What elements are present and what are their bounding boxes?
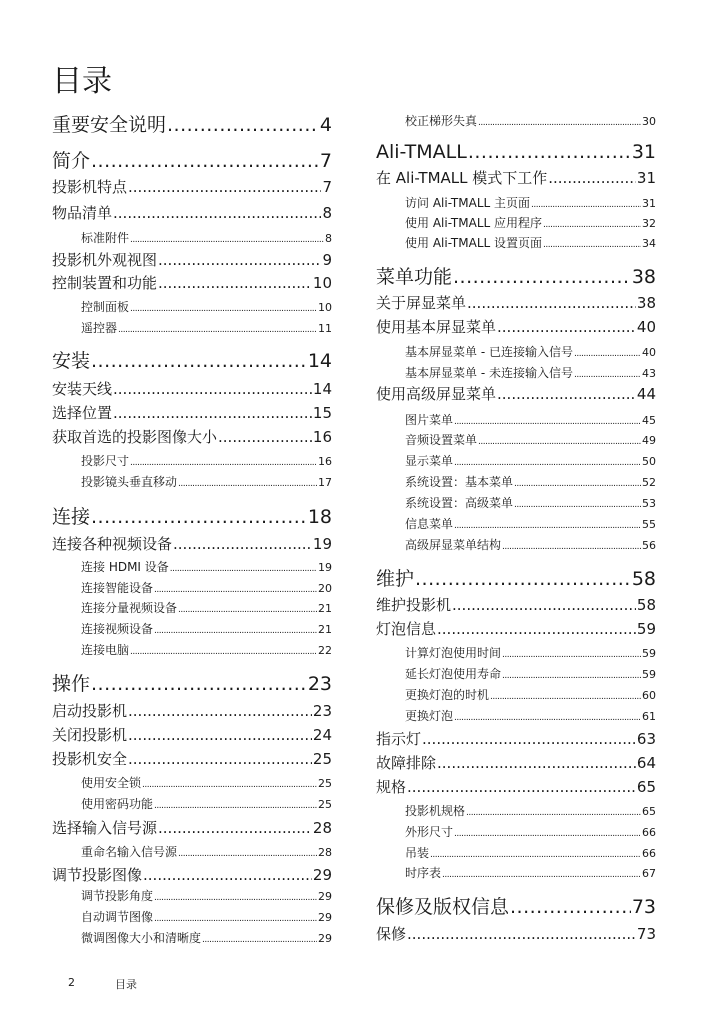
dot-leader — [154, 580, 317, 600]
toc-entry-page: 55 — [642, 518, 656, 531]
dot-leader — [154, 888, 317, 908]
dot-leader — [514, 495, 641, 515]
dot-leader — [478, 432, 641, 452]
toc-entry-title: 使用 Ali-TMALL 应用程序 — [405, 216, 542, 230]
toc-entry-page: 18 — [307, 506, 332, 528]
toc-entry-title: 选择位置 — [52, 404, 113, 422]
toc-entry-title: 更换灯泡 — [405, 709, 454, 723]
toc-entry-title: 启动投影机 — [52, 702, 128, 720]
toc-entry[interactable] — [376, 233, 656, 253]
dot-leader — [497, 383, 636, 405]
toc-entry[interactable] — [52, 724, 332, 746]
toc-entry-title: 重命名输入信号源 — [81, 845, 178, 859]
toc-entry[interactable] — [376, 863, 656, 883]
toc-entry[interactable] — [52, 928, 332, 948]
toc-entry-page: 58 — [636, 596, 656, 614]
toc-entry[interactable] — [376, 167, 656, 189]
toc-entry[interactable] — [376, 410, 656, 430]
toc-entry-title: 连接智能设备 — [81, 581, 154, 595]
dot-leader — [502, 645, 641, 665]
dot-leader — [170, 559, 317, 579]
toc-entry-title: 连接分量视频设备 — [81, 601, 178, 615]
dot-leader — [502, 666, 641, 686]
toc-entry[interactable] — [376, 685, 656, 705]
dot-leader — [118, 320, 317, 340]
toc-entry-page: 59 — [642, 647, 656, 660]
toc-entry-title: 保修 — [376, 925, 407, 943]
toc-entry[interactable] — [52, 451, 332, 471]
toc-entry[interactable] — [376, 892, 656, 922]
toc-entry-title: 连接 HDMI 设备 — [81, 560, 169, 574]
toc-entry-page: 32 — [642, 217, 656, 230]
page-title: 目录 — [52, 64, 112, 99]
dot-leader — [91, 669, 307, 699]
dot-leader — [466, 803, 641, 823]
toc-entry-title: 使用 Ali-TMALL 设置页面 — [405, 236, 542, 250]
toc-entry-page: 10 — [318, 301, 332, 314]
toc-entry-title: 重要安全说明 — [52, 114, 167, 136]
dot-leader — [514, 474, 641, 494]
toc-entry[interactable] — [376, 618, 656, 640]
footer-section: 目录 — [115, 978, 137, 991]
toc-entry-title: 访问 Ali-TMALL 主页面 — [405, 196, 530, 210]
toc-entry[interactable] — [376, 213, 656, 233]
toc-entry-title: 故障排除 — [376, 754, 437, 772]
dot-leader — [415, 564, 631, 594]
toc-entry[interactable] — [52, 907, 332, 927]
toc-entry-page: 4 — [319, 114, 332, 136]
toc-entry[interactable] — [376, 535, 656, 555]
dot-leader — [173, 533, 312, 555]
toc-entry-title: 投影机安全 — [52, 750, 128, 768]
toc-entry[interactable] — [376, 822, 656, 842]
toc-entry[interactable] — [376, 594, 656, 616]
toc-entry-title: 更换灯泡的时机 — [405, 688, 490, 702]
toc-entry[interactable] — [52, 402, 332, 424]
dot-leader — [437, 618, 636, 640]
toc-entry-title: 调节投影角度 — [81, 889, 154, 903]
toc-entry-page: 14 — [307, 350, 332, 372]
toc-entry-page: 28 — [318, 846, 332, 859]
toc-entry-page: 31 — [642, 197, 656, 210]
toc-entry[interactable] — [376, 564, 656, 594]
toc-entry[interactable] — [376, 137, 656, 167]
toc-entry-title: 系统设置：基本菜单 — [405, 475, 514, 489]
toc-entry[interactable] — [52, 886, 332, 906]
toc-entry[interactable] — [376, 193, 656, 213]
dot-leader — [128, 724, 312, 746]
toc-entry-page: 29 — [318, 932, 332, 945]
toc-entry[interactable] — [376, 292, 656, 314]
dot-leader — [454, 453, 641, 473]
dot-leader — [167, 110, 319, 140]
toc-entry-title: 外形尺寸 — [405, 825, 454, 839]
toc-entry-title: 关于屏显菜单 — [376, 294, 467, 312]
toc-entry-page: 73 — [636, 925, 656, 943]
dot-leader — [452, 594, 636, 616]
toc-entry-page: 7 — [322, 178, 332, 196]
toc-entry-page: 31 — [636, 169, 656, 187]
toc-entry[interactable] — [52, 272, 332, 294]
toc-entry-page: 73 — [631, 896, 656, 918]
toc-entry-title: 基本屏显菜单 - 已连接输入信号 — [405, 345, 573, 359]
toc-entry[interactable] — [376, 316, 656, 338]
dot-leader — [142, 775, 317, 795]
toc-entry[interactable] — [52, 773, 332, 793]
toc-entry-title: 连接各种视频设备 — [52, 535, 173, 553]
toc-entry-page: 8 — [325, 232, 332, 245]
toc-entry[interactable] — [52, 598, 332, 618]
dot-leader — [91, 346, 307, 376]
toc-entry-title: 连接 — [52, 506, 91, 528]
dot-leader — [178, 844, 317, 864]
toc-entry-page: 23 — [307, 673, 332, 695]
toc-entry-page: 63 — [636, 730, 656, 748]
toc-entry-page: 23 — [312, 702, 332, 720]
toc-entry[interactable] — [52, 378, 332, 400]
toc-entry-title: 使用安全锁 — [81, 776, 142, 790]
toc-entry-title: 连接视频设备 — [81, 622, 154, 636]
toc-entry-page: 29 — [318, 911, 332, 924]
toc-entry[interactable] — [376, 383, 656, 405]
toc-entry-title: 标准附件 — [81, 231, 130, 245]
dot-leader — [548, 167, 636, 189]
toc-entry-title: 指示灯 — [376, 730, 422, 748]
dot-leader — [130, 230, 324, 250]
toc-entry-page: 30 — [642, 115, 656, 128]
toc-entry-title: 安装天线 — [52, 380, 113, 398]
dot-leader — [437, 752, 636, 774]
dot-leader — [130, 642, 317, 662]
toc-entry[interactable] — [376, 643, 656, 663]
toc-entry-page: 40 — [636, 318, 656, 336]
dot-leader — [574, 365, 641, 385]
toc-entry[interactable] — [52, 472, 332, 492]
toc-entry-page: 61 — [642, 710, 656, 723]
toc-entry-title: 延长灯泡使用寿命 — [405, 667, 502, 681]
toc-entry-title: 系统设置：高级菜单 — [405, 496, 514, 510]
toc-entry[interactable] — [376, 843, 656, 863]
toc-entry-page: 16 — [318, 455, 332, 468]
toc-entry[interactable] — [376, 514, 656, 534]
toc-entry[interactable] — [52, 318, 332, 338]
toc-entry[interactable] — [52, 842, 332, 862]
dot-leader — [158, 272, 312, 294]
toc-entry[interactable] — [52, 533, 332, 555]
toc-entry-page: 14 — [312, 380, 332, 398]
toc-entry-title: 操作 — [52, 673, 91, 695]
toc-entry-title: 投影机特点 — [52, 178, 128, 196]
dot-leader — [178, 600, 317, 620]
toc-entry-page: 49 — [642, 434, 656, 447]
toc-entry-page: 50 — [642, 455, 656, 468]
toc-entry-page: 56 — [642, 539, 656, 552]
toc-entry-page: 19 — [318, 561, 332, 574]
toc-entry-title: 投影镜头垂直移动 — [81, 475, 178, 489]
toc-entry[interactable] — [52, 794, 332, 814]
toc-entry-title: 规格 — [376, 778, 407, 796]
dot-leader — [91, 502, 307, 532]
toc-entry-title: 音频设置菜单 — [405, 433, 478, 447]
dot-leader — [91, 146, 319, 176]
toc-entry-title: 吊装 — [405, 846, 430, 860]
toc-entry[interactable] — [52, 578, 332, 598]
dot-leader — [531, 195, 641, 215]
toc-entry-page: 21 — [318, 623, 332, 636]
dot-leader — [130, 453, 317, 473]
toc-entry[interactable] — [52, 817, 332, 839]
toc-entry[interactable] — [52, 426, 332, 448]
toc-entry[interactable] — [376, 262, 656, 292]
dot-leader — [202, 930, 317, 950]
toc-entry-page: 20 — [318, 582, 332, 595]
dot-leader — [502, 537, 641, 557]
toc-entry-title: 高级屏显菜单结构 — [405, 538, 502, 552]
toc-entry-title: 菜单功能 — [376, 266, 453, 288]
dot-leader — [454, 516, 641, 536]
dot-leader — [113, 378, 312, 400]
toc-entry[interactable] — [52, 864, 332, 886]
dot-leader — [407, 923, 636, 945]
toc-entry[interactable] — [52, 176, 332, 198]
toc-entry-title: 选择输入信号源 — [52, 819, 158, 837]
toc-entry[interactable] — [52, 557, 332, 577]
toc-entry-title: 物品清单 — [52, 204, 113, 222]
toc-entry[interactable] — [52, 669, 332, 699]
dot-leader — [543, 235, 641, 255]
dot-leader — [407, 776, 636, 798]
toc-entry-title: 时序表 — [405, 866, 442, 880]
toc-entry[interactable] — [52, 202, 332, 224]
toc-entry-title: 使用基本屏显菜单 — [376, 318, 497, 336]
dot-leader — [442, 865, 641, 885]
dot-leader — [468, 137, 631, 167]
dot-leader — [453, 262, 631, 292]
toc-entry-page: 17 — [318, 476, 332, 489]
toc-entry-title: 灯泡信息 — [376, 620, 437, 638]
toc-entry-page: 29 — [318, 890, 332, 903]
dot-leader — [154, 621, 317, 641]
toc-entry-page: 67 — [642, 867, 656, 880]
toc-entry[interactable] — [52, 228, 332, 248]
toc-entry-page: 25 — [318, 798, 332, 811]
toc-entry-page: 64 — [636, 754, 656, 772]
toc-entry-page: 28 — [312, 819, 332, 837]
toc-entry[interactable] — [52, 700, 332, 722]
toc-entry-page: 66 — [642, 847, 656, 860]
toc-entry-page: 52 — [642, 476, 656, 489]
toc-entry[interactable] — [52, 748, 332, 770]
toc-entry-page: 15 — [312, 404, 332, 422]
toc-entry-title: 维护 — [376, 568, 415, 590]
toc-entry-page: 31 — [631, 141, 656, 163]
dot-leader — [454, 412, 641, 432]
toc-entry-page: 58 — [631, 568, 656, 590]
toc-entry[interactable] — [376, 706, 656, 726]
toc-entry[interactable] — [376, 363, 656, 383]
toc-entry-title: 投影尺寸 — [81, 454, 130, 468]
dot-leader — [490, 687, 641, 707]
toc-entry-title: 使用密码功能 — [81, 797, 154, 811]
toc-entry[interactable] — [376, 752, 656, 774]
toc-entry-title: 显示菜单 — [405, 454, 454, 468]
toc-entry-page: 22 — [318, 644, 332, 657]
dot-leader — [497, 316, 636, 338]
toc-entry-title: 简介 — [52, 150, 91, 172]
toc-entry-page: 44 — [636, 385, 656, 403]
dot-leader — [218, 426, 312, 448]
toc-entry-page: 21 — [318, 602, 332, 615]
toc-entry-title: 关闭投影机 — [52, 726, 128, 744]
toc-entry-page: 29 — [312, 866, 332, 884]
toc-entry[interactable] — [376, 923, 656, 945]
dot-leader — [158, 249, 321, 271]
toc-entry-page: 8 — [322, 204, 332, 222]
dot-leader — [178, 474, 317, 494]
toc-entry-page: 59 — [642, 668, 656, 681]
dot-leader — [430, 845, 641, 865]
toc-entry[interactable] — [52, 297, 332, 317]
toc-entry-page: 38 — [631, 266, 656, 288]
toc-entry-title: 使用高级屏显菜单 — [376, 385, 497, 403]
dot-leader — [130, 299, 317, 319]
toc-entry-page: 65 — [636, 778, 656, 796]
toc-entry-title: 在 Ali-TMALL 模式下工作 — [376, 169, 548, 187]
toc-entry-title: 维护投影机 — [376, 596, 452, 614]
dot-leader — [113, 402, 312, 424]
toc-entry-title: 自动调节图像 — [81, 910, 154, 924]
toc-entry-page: 53 — [642, 497, 656, 510]
toc-entry-page: 24 — [312, 726, 332, 744]
dot-leader — [128, 700, 312, 722]
toc-entry-title: Ali-TMALL — [376, 141, 467, 163]
toc-entry[interactable] — [52, 640, 332, 660]
toc-entry[interactable] — [376, 664, 656, 684]
toc-entry[interactable] — [376, 342, 656, 362]
toc-entry-page: 10 — [312, 274, 332, 292]
toc-entry[interactable] — [52, 346, 332, 376]
dot-leader — [422, 728, 636, 750]
toc-entry-page: 19 — [312, 535, 332, 553]
dot-leader — [154, 796, 317, 816]
toc-entry-title: 信息菜单 — [405, 517, 454, 531]
toc-entry-page: 16 — [312, 428, 332, 446]
toc-entry-title: 投影机规格 — [405, 804, 466, 818]
toc-entry-title: 安装 — [52, 350, 91, 372]
dot-leader — [128, 176, 321, 198]
toc-entry-page: 45 — [642, 414, 656, 427]
toc-entry-page: 65 — [642, 805, 656, 818]
toc-entry-page: 25 — [312, 750, 332, 768]
dot-leader — [543, 215, 641, 235]
dot-leader — [154, 909, 317, 929]
toc-entry[interactable] — [376, 430, 656, 450]
toc-entry-title: 调节投影图像 — [52, 866, 143, 884]
dot-leader — [158, 817, 312, 839]
toc-entry-title: 基本屏显菜单 - 未连接输入信号 — [405, 366, 573, 380]
toc-entry[interactable] — [376, 728, 656, 750]
toc-entry-title: 控制装置和功能 — [52, 274, 158, 292]
toc-entry-title: 计算灯泡使用时间 — [405, 646, 502, 660]
dot-leader — [454, 824, 641, 844]
toc-entry-title: 获取首选的投影图像大小 — [52, 428, 218, 446]
toc-entry-title: 投影机外观视图 — [52, 251, 158, 269]
dot-leader — [143, 864, 312, 886]
dot-leader — [467, 292, 636, 314]
dot-leader — [113, 202, 321, 224]
toc-entry-page: 66 — [642, 826, 656, 839]
toc-entry-page: 34 — [642, 237, 656, 250]
toc-entry[interactable] — [52, 619, 332, 639]
toc-entry[interactable] — [376, 472, 656, 492]
dot-leader — [478, 113, 641, 133]
toc-entry[interactable] — [52, 110, 332, 140]
dot-leader — [574, 344, 641, 364]
dot-leader — [128, 748, 312, 770]
toc-entry[interactable] — [52, 146, 332, 176]
toc-entry-title: 控制面板 — [81, 300, 130, 314]
toc-entry-page: 40 — [642, 346, 656, 359]
toc-entry-title: 微调图像大小和清晰度 — [81, 931, 202, 945]
toc-entry[interactable] — [376, 493, 656, 513]
dot-leader — [454, 708, 641, 728]
toc-entry-page: 9 — [322, 251, 332, 269]
toc-entry[interactable] — [52, 502, 332, 532]
toc-entry[interactable] — [52, 249, 332, 271]
toc-entry-page: 25 — [318, 777, 332, 790]
toc-entry-title: 遥控器 — [81, 321, 118, 335]
toc-entry[interactable] — [376, 111, 656, 131]
toc-entry-title: 连接电脑 — [81, 643, 130, 657]
toc-entry[interactable] — [376, 451, 656, 471]
toc-entry-page: 38 — [636, 294, 656, 312]
toc-entry-title: 校正梯形失真 — [405, 114, 478, 128]
toc-entry-page: 11 — [318, 322, 332, 335]
footer-page-number: 2 — [68, 976, 75, 989]
toc-entry-page: 43 — [642, 367, 656, 380]
toc-entry-page: 7 — [319, 150, 332, 172]
toc-entry-page: 59 — [636, 620, 656, 638]
toc-entry-page: 60 — [642, 689, 656, 702]
dot-leader — [510, 892, 631, 922]
toc-entry[interactable] — [376, 776, 656, 798]
toc-entry-title: 图片菜单 — [405, 413, 454, 427]
toc-entry[interactable] — [376, 801, 656, 821]
toc-entry-title: 保修及版权信息 — [376, 896, 510, 918]
